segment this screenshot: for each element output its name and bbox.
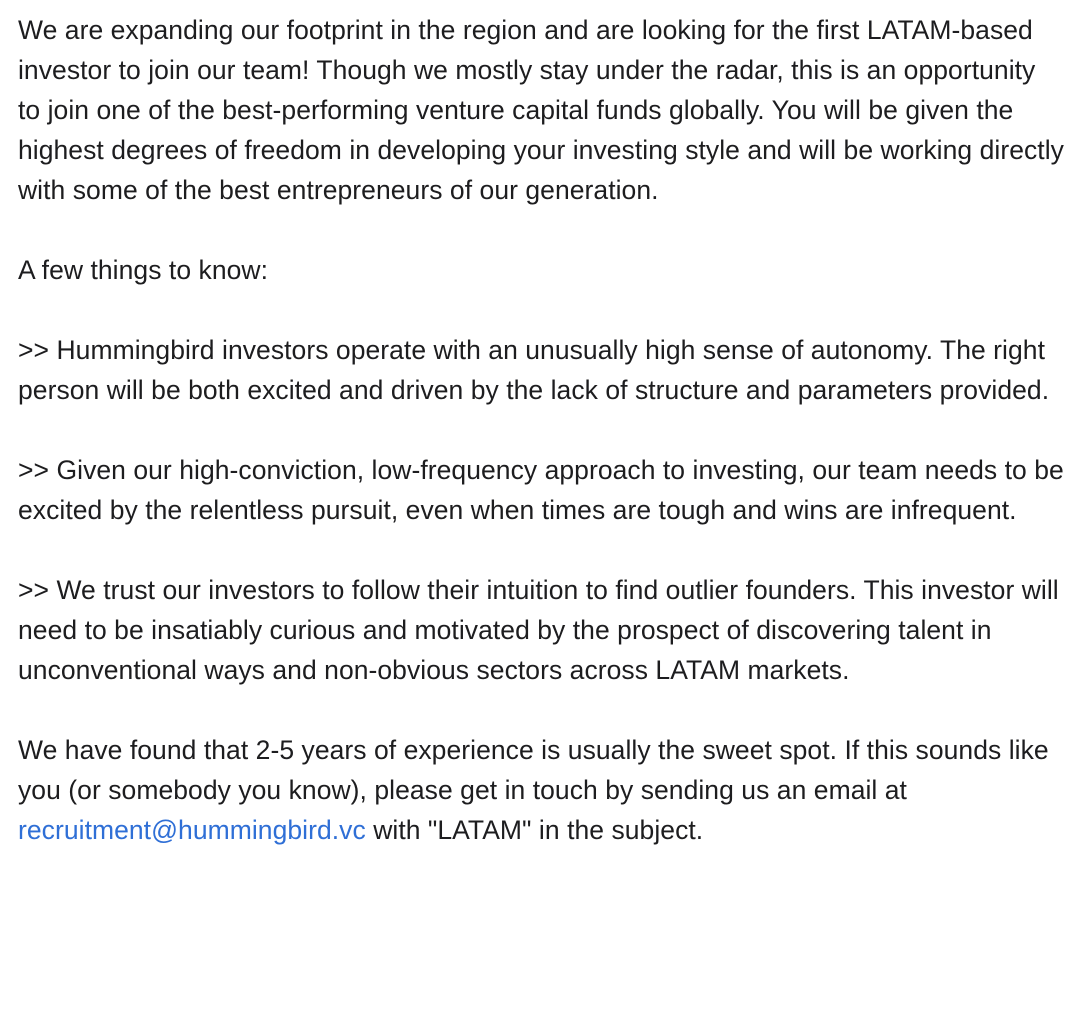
- point-autonomy: >> Hummingbird investors operate with an unusually high sense of autonomy. The right person will be both excited and driven by the lack of structure and parameters provided.: [18, 335, 1050, 405]
- point-intuition: >> We trust our investors to follow their intuition to find outlier founders. This investor will need to be insatiably curious and motivated by the prospect of discovering talent in unconventional ways and non-obvious sectors across LATAM markets.: [18, 575, 1059, 685]
- job-post: [18, 10, 1064, 850]
- spacer: [18, 690, 1064, 730]
- email-link[interactable]: recruitment@hummingbird.vc: [18, 815, 366, 845]
- spacer: [18, 210, 1064, 250]
- spacer: [18, 530, 1064, 570]
- closing-text-after: with "LATAM" in the subject.: [365, 815, 704, 845]
- intro-paragraph: We are expanding our footprint in the region and are looking for the first LATAM-based investor to join our team! Though we mostly stay under the radar, this is an opportunity to join one of the best-performing venture capital funds globally. You will be given the highest degrees of freedom in developing your investing style and will be working directly with some of the best entrepreneurs of our generation.: [18, 15, 1064, 205]
- closing-text-before: We have found that 2-5 years of experience is usually the sweet spot. If this sounds like you (or somebody you know), please get in touch by sending us an email at: [18, 735, 1049, 805]
- closing-paragraph: [18, 730, 1064, 850]
- spacer: [18, 410, 1064, 450]
- point-conviction: >> Given our high-conviction, low-frequency approach to investing, our team needs to be excited by the relentless pursuit, even when times are tough and wins are infrequent.: [18, 455, 1064, 525]
- spacer: [18, 290, 1064, 330]
- list-lead: A few things to know:: [18, 255, 268, 285]
